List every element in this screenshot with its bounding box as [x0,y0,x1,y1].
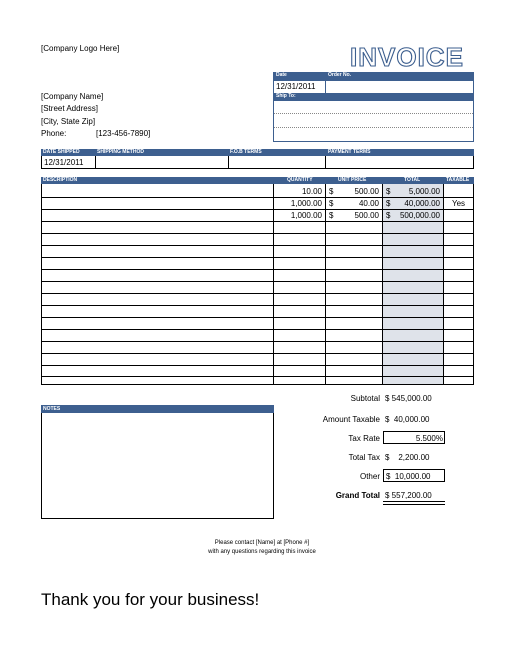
currency-symbol: $ [329,199,334,208]
row-line [41,376,474,377]
total-tax-value: $ 2,200.00 [385,453,430,462]
row-line [41,353,474,354]
item-unit-price[interactable]: 500.00 [354,187,379,196]
row-line [41,209,474,210]
order-box-header [273,72,474,81]
company-street: [Street Address] [41,104,98,113]
company-name: [Company Name] [41,92,104,101]
item-total: 40,000.00 [404,199,440,208]
quantity-header: QUANTITY [287,177,313,183]
row-line [41,293,474,294]
amount-taxable-value: $ 40,000.00 [385,415,430,424]
row-line [41,341,474,342]
tax-rate-value[interactable]: 5.500% [415,434,443,443]
taxable-header: TAXABLE [446,177,470,183]
order-date-field[interactable]: 12/31/2011 [276,82,316,91]
row-line [41,197,474,198]
row-line [41,329,474,330]
ship-to-line-1[interactable] [274,101,473,114]
payment-terms-label: PAYMENT TERMS [328,149,371,155]
row-line [41,317,474,318]
thank-you-message: Thank you for your business! [41,590,260,609]
row-line [41,269,474,270]
row-line [41,281,474,282]
phone-label: Phone: [41,129,67,138]
grand-total-value: $ 557,200.00 [385,491,432,500]
other-value[interactable]: $ 10,000.00 [386,472,431,481]
item-quantity[interactable]: 10.00 [301,187,322,196]
row-line [41,305,474,306]
shipping-method-field[interactable] [97,157,227,168]
invoice-title [348,40,474,72]
subtotal-label: Subtotal [350,394,380,403]
ship-to-header [273,93,474,101]
description-header: DESCRIPTION [43,177,78,183]
date-shipped-field[interactable]: 12/31/2011 [44,158,84,167]
item-unit-price[interactable]: 40.00 [358,199,379,208]
row-line [41,257,474,258]
items-divider-3 [382,184,383,384]
subtotal-value: $ 545,000.00 [385,394,432,403]
row-line [41,245,474,246]
shipping-divider-1 [95,156,96,169]
invoice-title-text: INVOICE [350,42,464,72]
amount-taxable-label: Amount Taxable [322,415,380,424]
tax-rate-label: Tax Rate [348,434,380,443]
notes-label: NOTES [43,406,61,412]
items-divider-2 [325,184,326,384]
item-total: 5,000.00 [408,187,440,196]
ship-to-line-2[interactable] [274,114,473,128]
total-header: TOTAL [404,177,421,183]
item-unit-price[interactable]: 500.00 [354,211,379,220]
phone-value: [123-456-7890] [96,129,151,138]
date-shipped-label: DATE SHIPPED [43,149,80,155]
currency-symbol: $ [329,187,334,196]
order-number-field[interactable] [328,82,468,93]
currency-symbol: $ [329,211,334,220]
currency-symbol: $ [386,187,391,196]
items-divider-4 [443,184,444,384]
fob-terms-field[interactable] [230,157,324,168]
shipping-divider-3 [325,156,326,169]
shipping-divider-2 [228,156,229,169]
date-label: Date [276,72,287,78]
item-quantity[interactable]: 1,000.00 [290,199,322,208]
payment-terms-field[interactable] [327,157,473,168]
currency-symbol: $ [386,199,391,208]
other-label: Other [359,472,380,481]
grand-total-label: Grand Total [335,491,380,500]
grand-total-double-underline [383,501,445,505]
currency-symbol: $ [386,211,391,220]
row-line [41,221,474,222]
row-line [41,365,474,366]
ship-to-line-3[interactable] [274,128,473,141]
notes-header [41,405,274,413]
unit-price-header: UNIT PRICE [338,177,367,183]
company-city: [City, State Zip] [41,117,96,126]
row-line [41,233,474,234]
item-total: 500,000.00 [399,211,440,220]
notes-box[interactable] [41,405,274,519]
contact-line-2: with any questions regarding this invoice [208,549,316,555]
company-logo-placeholder: [Company Logo Here] [41,44,120,53]
ship-to-label: Ship To: [276,93,296,99]
contact-line-1: Please contact [Name] at [Phone #] [214,540,310,546]
item-taxable[interactable]: Yes [451,199,466,208]
order-box-divider [325,72,326,93]
total-tax-label: Total Tax [348,453,380,462]
order-no-label: Order No. [328,72,352,78]
fob-terms-label: F.O.B TERMS [230,149,262,155]
shipping-method-label: SHIPPING METHOD [97,149,144,155]
item-quantity[interactable]: 1,000.00 [290,211,322,220]
